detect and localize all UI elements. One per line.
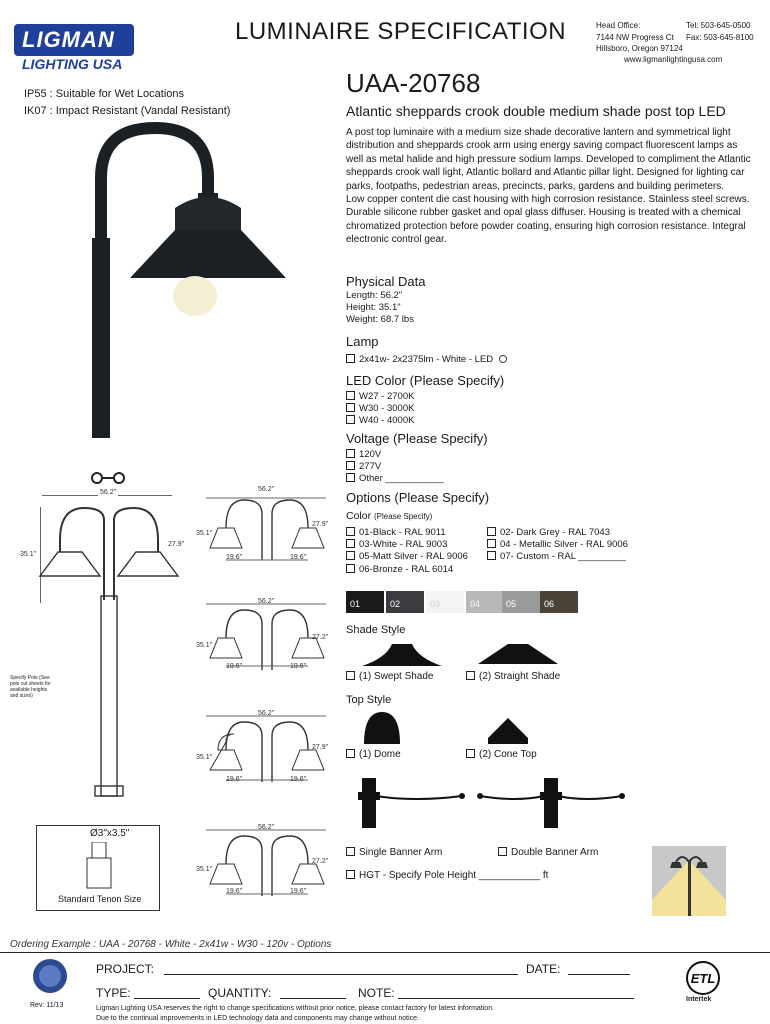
checkbox[interactable] xyxy=(346,527,355,536)
led-color-option[interactable]: W40 - 4000K xyxy=(346,415,414,427)
product-subtitle: Atlantic sheppards crook double medium shade post top LED xyxy=(346,103,726,119)
quantity-field[interactable] xyxy=(280,998,346,999)
checkbox[interactable] xyxy=(346,870,355,879)
physical-data: Length: 56.2" Height: 35.1" Weight: 68.7 lbs xyxy=(346,290,414,326)
product-photo xyxy=(60,118,290,448)
color-heading: Color (Please Specify) xyxy=(346,510,433,522)
led-color-options xyxy=(346,391,414,428)
dim-label: 35.1" xyxy=(196,866,213,873)
dim-label: 19.6" xyxy=(226,663,243,670)
voltage-option[interactable]: 120V xyxy=(346,449,444,461)
page-title: LUMINAIRE SPECIFICATION xyxy=(235,18,567,45)
logo-brand: LIGMAN xyxy=(22,27,115,52)
checkbox[interactable] xyxy=(487,551,496,560)
pole-note: Specify Pole (See pole cut sheets for available heights and sizes) xyxy=(10,675,51,699)
dim-label: 19.6" xyxy=(290,663,307,670)
revision: Rev: 11/13 xyxy=(30,1002,64,1009)
top-style-heading: Top Style xyxy=(346,694,392,706)
checkbox[interactable] xyxy=(346,449,355,458)
double-banner-option[interactable]: Double Banner Arm xyxy=(498,847,598,859)
checkbox[interactable] xyxy=(498,847,507,856)
dim-label: 56.2" xyxy=(258,824,275,831)
logo-subtitle: LIGHTING USA xyxy=(22,56,123,72)
project-field[interactable] xyxy=(164,974,518,975)
head-office-address: Head Office: 7144 NW Progress Ct Hillsboro, Oregon 97124 xyxy=(596,21,683,53)
checkbox[interactable] xyxy=(346,415,355,424)
color-option[interactable]: 06-Bronze - RAL 6014 xyxy=(346,564,468,576)
quantity-label: QUANTITY: xyxy=(208,986,272,1000)
dim-label: 19.6" xyxy=(290,554,307,561)
checkbox[interactable] xyxy=(346,473,355,482)
plan-view-3 xyxy=(196,712,336,792)
shade-option-2[interactable]: (2) Straight Shade xyxy=(466,671,560,683)
dim-label: 56.2" xyxy=(258,598,275,605)
dim-label: 27.9" xyxy=(312,744,329,751)
divider xyxy=(0,952,770,953)
mount-symbol-icon xyxy=(88,470,128,486)
checkbox[interactable] xyxy=(346,539,355,548)
checkbox[interactable] xyxy=(346,671,355,680)
checkbox[interactable] xyxy=(346,403,355,412)
shade-style-heading: Shade Style xyxy=(346,624,406,636)
cert-label: Intertek xyxy=(686,996,712,1003)
dim-label: 35.1" xyxy=(196,754,213,761)
checkbox[interactable] xyxy=(346,749,355,758)
checkbox[interactable] xyxy=(346,461,355,470)
dim-label: 19.6" xyxy=(226,554,243,561)
elevation-drawing xyxy=(36,500,186,810)
checkbox[interactable] xyxy=(346,391,355,400)
website[interactable]: www.ligmanlightingusa.com xyxy=(624,55,723,64)
single-banner-option[interactable]: Single Banner Arm xyxy=(346,847,442,859)
top-option-2[interactable]: (2) Cone Top xyxy=(466,749,537,761)
options-heading: Options (Please Specify) xyxy=(346,490,490,505)
checkbox[interactable] xyxy=(466,749,475,758)
color-swatch: 01 xyxy=(346,591,384,613)
voltage-options xyxy=(346,449,444,486)
voltage-option[interactable]: Other ___________ xyxy=(346,473,444,485)
color-option[interactable]: 01-Black - RAL 9011 xyxy=(346,527,468,539)
lamp-checkbox[interactable] xyxy=(346,354,355,363)
led-color-option[interactable]: W30 - 3000K xyxy=(346,403,414,415)
shade-option-1[interactable]: (1) Swept Shade xyxy=(346,671,434,683)
lamp-option[interactable]: 2x41w- 2x2375lm - White - LED xyxy=(346,354,507,366)
dimension-arm: 27.9" xyxy=(168,541,185,548)
tenon-label: Standard Tenon Size xyxy=(58,894,142,904)
tenon-size: Ø3"x3.5" xyxy=(90,828,130,839)
led-color-heading: LED Color (Please Specify) xyxy=(346,373,505,388)
checkbox[interactable] xyxy=(487,539,496,548)
color-option[interactable]: 04 - Metallic Silver - RAL 9006 xyxy=(487,539,628,551)
swept-shade-icon xyxy=(362,640,442,668)
dome-icon xyxy=(362,710,402,744)
ip-rating: IP55 : Suitable for Wet Locations xyxy=(24,88,184,100)
project-label: PROJECT: xyxy=(96,962,155,976)
color-swatch: 04 xyxy=(466,591,504,613)
double-banner-arm-icon xyxy=(476,778,626,828)
dim-label: 27.9" xyxy=(312,521,329,528)
led-color-option[interactable]: W27 - 2700K xyxy=(346,391,414,403)
plan-view-4 xyxy=(196,826,336,906)
straight-shade-icon xyxy=(478,640,558,668)
color-swatch: 03 xyxy=(426,591,464,613)
model-number: UAA-20768 xyxy=(346,68,481,98)
color-option[interactable]: 03-White - RAL 9003 xyxy=(346,539,468,551)
dimension-height: 35.1" xyxy=(20,551,37,558)
checkbox[interactable] xyxy=(466,671,475,680)
color-options-right xyxy=(487,527,628,564)
product-description: A post top luminaire with a medium size shade decorative lantern and symmetrical light distribution and sheppards crook arm using energy saving compact fluorescent lamps as well as metal halide and high pressure sodium lamps. Developed to compliment the Atlantic sheppards crook wall light, Atlantic bollard and Atlantic pillar light. Designed for lighting car parks, footpaths, pedestrian areas, precincts, parks, gardens and building perimeters. Low copper content die cast housing with high corrosion resistance. Stainless steel screws. Durable silicone rubber gasket and opal glass diffuser. Housing is treated with a chemical chromatized protection before powder coating, ensuring high corrosion resistance. Integral electronic control gear. xyxy=(346,127,751,246)
light-distribution-image xyxy=(652,846,726,916)
color-option[interactable]: 07- Custom - RAL _________ xyxy=(487,551,628,563)
checkbox[interactable] xyxy=(346,551,355,560)
note-label: NOTE: xyxy=(358,986,395,1000)
voltage-option[interactable]: 277V xyxy=(346,461,444,473)
ordering-example: Ordering Example : UAA - 20768 - White - 2x41w - W30 - 120v - Options xyxy=(10,939,332,950)
type-field[interactable] xyxy=(134,998,200,999)
etl-certification-icon xyxy=(678,960,728,996)
checkbox[interactable] xyxy=(487,527,496,536)
led-icon xyxy=(499,355,507,363)
checkbox[interactable] xyxy=(346,564,355,573)
date-label: DATE: xyxy=(526,962,561,976)
ratings xyxy=(24,86,230,120)
color-swatch: 06 xyxy=(540,591,578,613)
color-options-left xyxy=(346,527,468,576)
date-field[interactable] xyxy=(568,974,630,975)
dim-label: 27.2" xyxy=(312,858,329,865)
dim-label: 35.1" xyxy=(196,530,213,537)
disclaimer: Ligman Lighting USA reserves the right to change specifications without prior notice, please contact factory for latest information. Due to the continual improvements in LED technology data and components may change without notice. xyxy=(96,1005,495,1022)
pole-height-option[interactable]: HGT - Specify Pole Height ___________ ft xyxy=(346,870,548,882)
dim-label: 19.6" xyxy=(226,888,243,895)
svg-text:ETL: ETL xyxy=(690,971,716,986)
dim-label: 19.6" xyxy=(290,776,307,783)
dim-label: 35.1" xyxy=(196,642,213,649)
footer-logo-icon xyxy=(30,956,70,996)
note-field[interactable] xyxy=(398,998,634,999)
cone-top-icon xyxy=(488,716,528,744)
dim-label: 19.6" xyxy=(226,776,243,783)
head-office-contact: Tel: 503-645-0500 Fax: 503-645-8100 xyxy=(686,21,754,42)
color-option[interactable]: 02- Dark Grey - RAL 7043 xyxy=(487,527,628,539)
dim-label: 56.2" xyxy=(258,710,275,717)
color-option[interactable]: 05-Matt Silver - RAL 9006 xyxy=(346,551,468,563)
tenon-drawing xyxy=(84,842,114,890)
type-label: TYPE: xyxy=(96,986,131,1000)
plan-view-1 xyxy=(196,490,336,570)
dim-label: 19.6" xyxy=(290,888,307,895)
dimension-length: 56.2" xyxy=(100,489,117,496)
single-banner-arm-icon xyxy=(346,778,466,828)
dim-label: 27.2" xyxy=(312,634,329,641)
dim-label: 56.2" xyxy=(258,486,275,493)
color-swatch: 02 xyxy=(386,591,424,613)
voltage-heading: Voltage (Please Specify) xyxy=(346,431,488,446)
color-swatch: 05 xyxy=(502,591,540,613)
checkbox[interactable] xyxy=(346,847,355,856)
lamp-heading: Lamp xyxy=(346,334,379,349)
top-option-1[interactable]: (1) Dome xyxy=(346,749,401,761)
physical-heading: Physical Data xyxy=(346,274,426,289)
ik-rating: IK07 : Impact Resistant (Vandal Resistant) xyxy=(24,105,231,117)
